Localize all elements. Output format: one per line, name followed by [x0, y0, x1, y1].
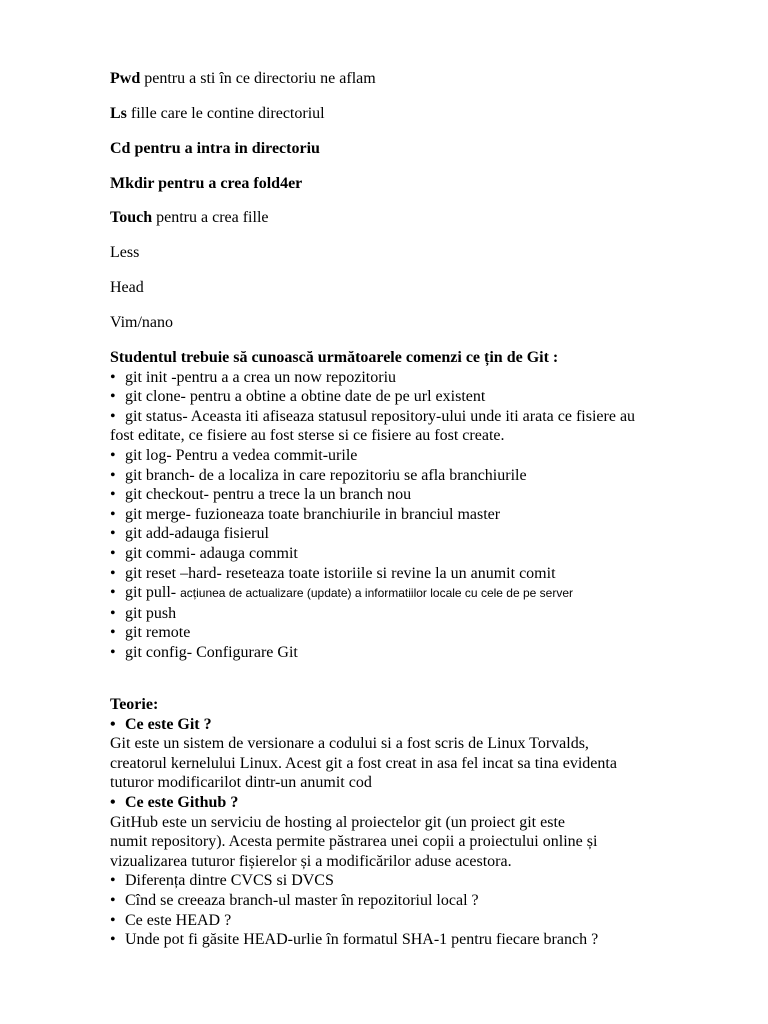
cmd-vim-nano: Vim/nano	[110, 314, 174, 331]
cmd-less: Less	[110, 244, 140, 261]
cmd-ls	[110, 104, 325, 124]
list-item-text: git checkout- pentru a trece la un branch nou	[125, 486, 412, 504]
cmd-desc: fille care le contine directoriul	[126, 105, 325, 122]
answer-line: tuturor modificarilot dintr-un anumit cod	[110, 774, 372, 792]
cmd-desc: pentru a crea fille	[152, 209, 269, 226]
bullet-icon: •	[110, 715, 116, 733]
question-item	[110, 871, 710, 891]
list-item-text: git remote	[125, 624, 191, 642]
list-item	[110, 368, 710, 388]
cmd-term: Touch	[110, 209, 153, 226]
cmd-head: Head	[110, 279, 144, 296]
list-item-text: git pull-	[125, 584, 181, 602]
bullet-icon: •	[110, 643, 116, 661]
cmd-pwd	[110, 69, 376, 89]
bullet-icon: •	[110, 931, 116, 949]
list-item-text: git log- Pentru a vedea commit-urile	[125, 446, 358, 464]
theory-section	[110, 695, 710, 950]
cmd-term: Pwd	[110, 70, 141, 87]
list-item	[110, 466, 710, 486]
bullet-icon: •	[110, 407, 116, 425]
cmd-cd: Cd pentru a intra in directoriu	[110, 140, 320, 157]
list-item	[110, 485, 710, 505]
git-commands-section	[110, 348, 710, 663]
list-item	[110, 505, 710, 525]
bullet-icon: •	[110, 525, 116, 543]
list-item-text: git commi- adauga commit	[125, 544, 298, 562]
list-item-text: git clone- pentru a obtine a obtine date de pe url existent	[125, 388, 486, 406]
question-text: Cînd se creeaza branch-ul master în repozitoriul local ?	[125, 891, 479, 909]
list-item	[110, 623, 710, 643]
list-item-small-text: acțiunea de actualizare (update) a informatiilor locale cu cele de pe server	[180, 586, 573, 601]
answer-line: Git este un sistem de versionare a codului si a fost scris de Linux Torvalds,	[110, 735, 589, 753]
list-item-text: git config- Configurare Git	[125, 643, 298, 661]
question-item	[110, 930, 710, 950]
bullet-icon: •	[110, 544, 116, 562]
question-github	[110, 793, 710, 813]
bullet-icon: •	[110, 505, 116, 523]
question-git	[110, 715, 710, 735]
bullet-icon: •	[110, 584, 116, 602]
question-text: Ce este HEAD ?	[125, 911, 232, 929]
bullet-icon: •	[110, 466, 116, 484]
list-item	[110, 564, 710, 584]
bullet-icon: •	[110, 624, 116, 642]
question-item	[110, 911, 710, 931]
bullet-icon: •	[110, 604, 116, 622]
list-item-text: git init -pentru a a crea un now repozitoriu	[125, 368, 397, 386]
list-item-text: git reset –hard- reseteaza toate istoriile si revine la un anumit comit	[125, 564, 556, 582]
bullet-icon: •	[110, 446, 116, 464]
list-item-continuation: fost editate, ce fisiere au fost sterse si ce fisiere au fost create.	[110, 427, 505, 445]
question-text: Ce este Github ?	[125, 793, 239, 811]
list-item-text: git branch- de a localiza in care repozitoriu se afla branchiurile	[125, 466, 527, 484]
cmd-desc: pentru a sti în ce directoriu ne aflam	[140, 70, 376, 87]
cmd-term: Ls	[110, 105, 127, 122]
list-item	[110, 387, 710, 407]
bullet-icon: •	[110, 388, 116, 406]
list-item	[110, 604, 710, 624]
cmd-touch	[110, 208, 268, 228]
question-text: Diferența dintre CVCS si DVCS	[125, 872, 334, 890]
theory-heading: Teorie:	[110, 696, 159, 713]
list-item	[110, 583, 710, 604]
list-item	[110, 544, 710, 564]
bullet-icon: •	[110, 891, 116, 909]
bullet-icon: •	[110, 872, 116, 890]
question-item	[110, 891, 710, 911]
bullet-icon: •	[110, 368, 116, 386]
cmd-mkdir: Mkdir pentru a crea fold4er	[110, 175, 303, 192]
question-text: Unde pot fi găsite HEAD-urlie în formatul SHA-1 pentru fiecare branch ?	[125, 931, 599, 949]
bullet-icon: •	[110, 564, 116, 582]
list-item-text: git merge- fuzioneaza toate branchiurile in branciul master	[125, 505, 501, 523]
answer-line: vizualizarea tuturor fișierelor și a modificărilor aduse acestora.	[110, 852, 512, 870]
answer-line: creatorul kernelului Linux. Acest git a fost creat in asa fel incat sa tina evidenta	[110, 754, 617, 772]
list-item-text: git add-adauga fisierul	[125, 525, 269, 543]
list-item-text: git status- Aceasta iti afiseaza statusul repository-ului unde iti arata ce fisiere au	[125, 407, 636, 425]
git-heading: Studentul trebuie să cunoască următoarele comenzi ce țin de Git :	[110, 349, 559, 366]
bullet-icon: •	[110, 793, 116, 811]
answer-line: numit repository). Acesta permite păstrarea unei copii a proiectului online și	[110, 833, 598, 851]
list-item	[110, 643, 710, 663]
answer-line: GitHub este un serviciu de hosting al proiectelor git (un proiect git este	[110, 813, 565, 831]
list-item	[110, 524, 710, 544]
bullet-icon: •	[110, 486, 116, 504]
list-item	[110, 407, 710, 427]
list-item	[110, 446, 710, 466]
question-text: Ce este Git ?	[125, 715, 212, 733]
bullet-icon: •	[110, 911, 116, 929]
list-item-text: git push	[125, 604, 177, 622]
